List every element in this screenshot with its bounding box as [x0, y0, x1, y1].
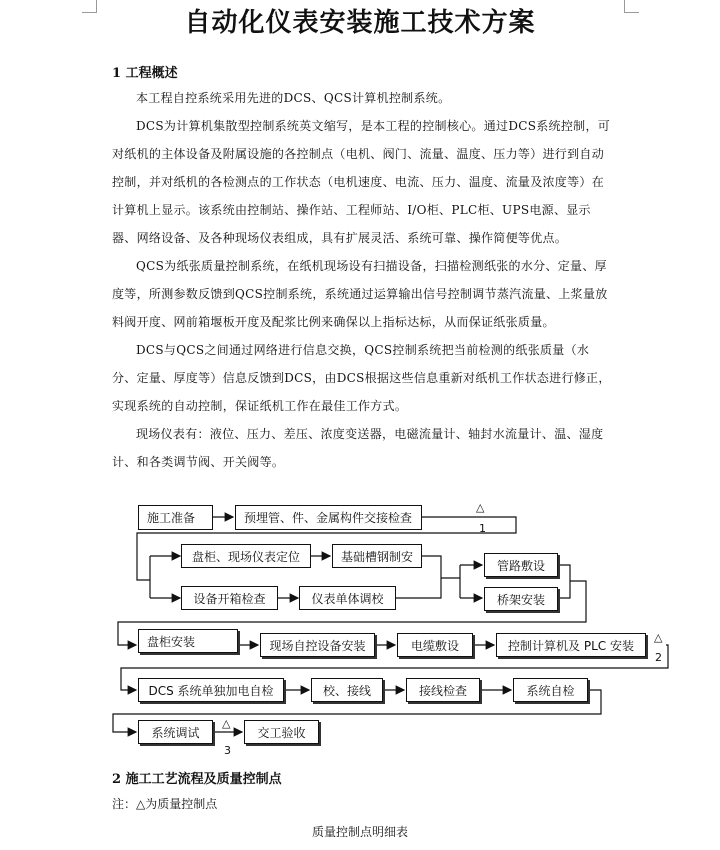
flow-step-wiring: 校、接线: [311, 678, 383, 702]
flow-step-base-steel: 基础槽钢制安: [332, 544, 422, 568]
flow-step-calibration: 仪表单体调校: [299, 586, 396, 610]
qc-point-number: 3: [224, 744, 231, 757]
flow-step-embed-check: 预埋管、件、金属构件交接检查: [235, 505, 422, 530]
flow-step-acceptance: 交工验收: [244, 720, 319, 744]
flow-step-pipe-laying: 管路敷设: [484, 553, 558, 577]
section-1-heading: 1 工程概述: [112, 66, 178, 81]
flow-step-system-debug: 系统调试: [138, 720, 213, 744]
flow-step-system-self-check: 系统自检: [513, 678, 588, 702]
flow-step-dcs-self-check: DCS 系统单独加电自检: [138, 678, 284, 702]
qc-point-number: 1: [479, 522, 486, 535]
flow-step-cabinet-install: 盘柜安装: [138, 629, 238, 653]
paragraph: 本工程自控系统采用先进的DCS、QCS计算机控制系统。: [136, 91, 451, 105]
flow-step-unpack-check: 设备开箱检查: [181, 586, 278, 610]
paragraph: 现场仪表有：液位、压力、差压、浓度变送器，电磁流量计、轴封水流量计、温、湿度计、和各类调节阀、开关阀等。: [112, 427, 604, 469]
qc-point-triangle: △: [654, 631, 663, 644]
flow-step-cabinet-position: 盘柜、现场仪表定位: [181, 544, 311, 568]
flow-step-prep: 施工准备: [138, 505, 213, 530]
document-title: 自动化仪表安装施工技术方案: [184, 8, 536, 38]
qc-point-triangle: △: [476, 501, 485, 514]
section-2-heading: 2 施工工艺流程及质量控制点: [112, 772, 282, 787]
flow-step-ctrl-pc-install: 控制计算机及 PLC 安装: [496, 633, 646, 657]
qc-point-number: 2: [655, 651, 662, 664]
flow-step-cable-laying: 电缆敷设: [397, 633, 473, 657]
qc-point-triangle: △: [222, 717, 231, 730]
flow-step-field-device-install: 现场自控设备安装: [260, 633, 375, 657]
paragraph: DCS与QCS之间通过网络进行信息交换，QCS控制系统把当前检测的纸张质量（水分、定量、厚度等）信息反馈到DCS，由DCS根据这些信息重新对纸机工作状态进行修正，实现系统的自动控制，保证纸机工作在最佳工作方式。: [112, 343, 611, 413]
flow-step-wiring-check: 接线检查: [406, 678, 480, 702]
qc-note: 注：△为质量控制点: [112, 797, 218, 811]
paragraph: DCS为计算机集散型控制系统英文缩写，是本工程的控制核心。通过DCS系统控制，可对纸机的主体设备及附属设施的各控制点（电机、阀门、流量、温度、压力等）进行到自动控制，并对纸机的各检测点的工作状态（电机速度、电流、压力、温度、流量及浓度等）在计算机上显示。该系统由控制站、操作站、工程师站、I/O柜、PLC柜、UPS电源、显示器、网络设备、及各种现场仪表组成，具有扩展灵活、系统可靠、操作简便等优点。: [112, 119, 611, 245]
table-caption: 质量控制点明细表: [311, 825, 408, 839]
flow-step-bridge-install: 桥架安装: [484, 587, 558, 611]
paragraph: QCS为纸张质量控制系统，在纸机现场设有扫描设备，扫描检测纸张的水分、定量、厚度等，所测参数反馈到QCS控制系统，系统通过运算输出信号控制调节蒸汽流量、上浆量放料阀开度、网前箱堰板开度及配浆比例来确保以上指标达标，从而保证纸张质量。: [112, 259, 608, 329]
